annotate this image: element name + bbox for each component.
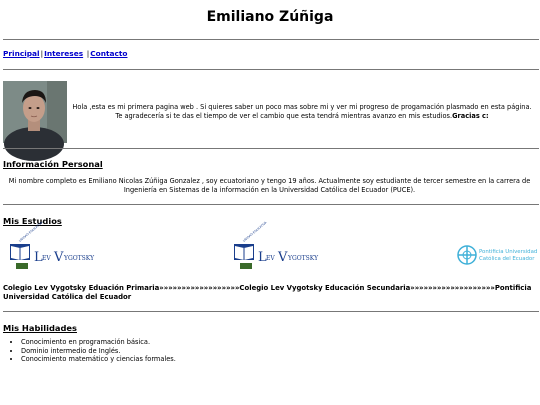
studies-timeline-text: Colegio Lev Vygotsky Eduación Primaria»»»»»»»»»»»»»»»»»»Colegio Lev Vygotsky Educación Secundaria»»»»»»»»»»»»»»»»»»»Pontificia Universidad Católica del Ecuador bbox=[3, 284, 532, 301]
svg-text:EV: EV bbox=[266, 255, 275, 262]
nav-separator: | bbox=[86, 49, 90, 58]
section-heading-studies: Mis Estudios bbox=[3, 216, 62, 226]
intro-paragraph bbox=[72, 103, 532, 121]
section-heading-personal: Información Personal bbox=[3, 159, 103, 169]
svg-text:V: V bbox=[278, 250, 288, 265]
list-item: • Dominio intermedio de Inglés. bbox=[21, 347, 176, 356]
svg-text:UNIDAD EDUCATIVA: UNIDAD EDUCATIVA bbox=[18, 220, 44, 243]
nav-link-contacto[interactable]: Contacto bbox=[90, 49, 128, 58]
svg-text:UNIDAD EDUCATIVA: UNIDAD EDUCATIVA bbox=[242, 220, 268, 243]
skills-list bbox=[9, 338, 176, 364]
svg-text:V: V bbox=[54, 250, 64, 265]
puce-logo bbox=[457, 240, 538, 274]
divider bbox=[3, 148, 539, 149]
main-nav bbox=[3, 49, 127, 58]
profile-photo bbox=[3, 81, 67, 143]
svg-text:YGOTSKY: YGOTSKY bbox=[64, 255, 95, 262]
divider bbox=[3, 204, 539, 205]
puce-logo-line1: Pontificia Universidad bbox=[479, 249, 538, 255]
intro-text: Hola ,esta es mi primera pagina web . Si quieres saber un poco mas sobre mi y ver mi progreso de progamación plasmado en esta página. Te agradecería si te das el tiempo de ver el cambio que esta tendrá mientras avanzo en mis estudios. bbox=[72, 103, 532, 120]
svg-text:L: L bbox=[258, 250, 267, 265]
page-title: Emiliano Zúñiga bbox=[206, 9, 334, 25]
intro-thanks: Gracias c: bbox=[452, 112, 489, 120]
svg-text:L: L bbox=[34, 250, 43, 265]
nav-link-intereses[interactable]: Intereses bbox=[44, 49, 84, 58]
lev-vygotsky-logo bbox=[230, 220, 319, 278]
divider bbox=[3, 39, 539, 40]
section-heading-skills: Mis Habilidades bbox=[3, 323, 77, 333]
list-item: • Conocimiento en programación básica. bbox=[21, 338, 176, 347]
personal-info-text: Mi nombre completo es Emiliano Nicolas Zúñiga Gonzalez , soy ecuatoriano y tengo 19 años. Actualmente soy estudiante de tercer semestre en la carrera de Ingeniería en Sistemas de la información en la Universidad Católica del Ecuador (PUCE). bbox=[8, 177, 531, 194]
divider bbox=[3, 311, 539, 312]
svg-text:YGOTSKY: YGOTSKY bbox=[288, 255, 319, 262]
divider bbox=[3, 69, 539, 70]
puce-logo-line2: Católica del Ecuador bbox=[479, 256, 535, 262]
nav-link-principal[interactable]: Principal bbox=[3, 49, 40, 58]
svg-text:EV: EV bbox=[42, 255, 51, 262]
nav-separator: | bbox=[40, 49, 44, 58]
list-item: • Conocimiento matemático y ciencias formales. bbox=[21, 355, 176, 364]
